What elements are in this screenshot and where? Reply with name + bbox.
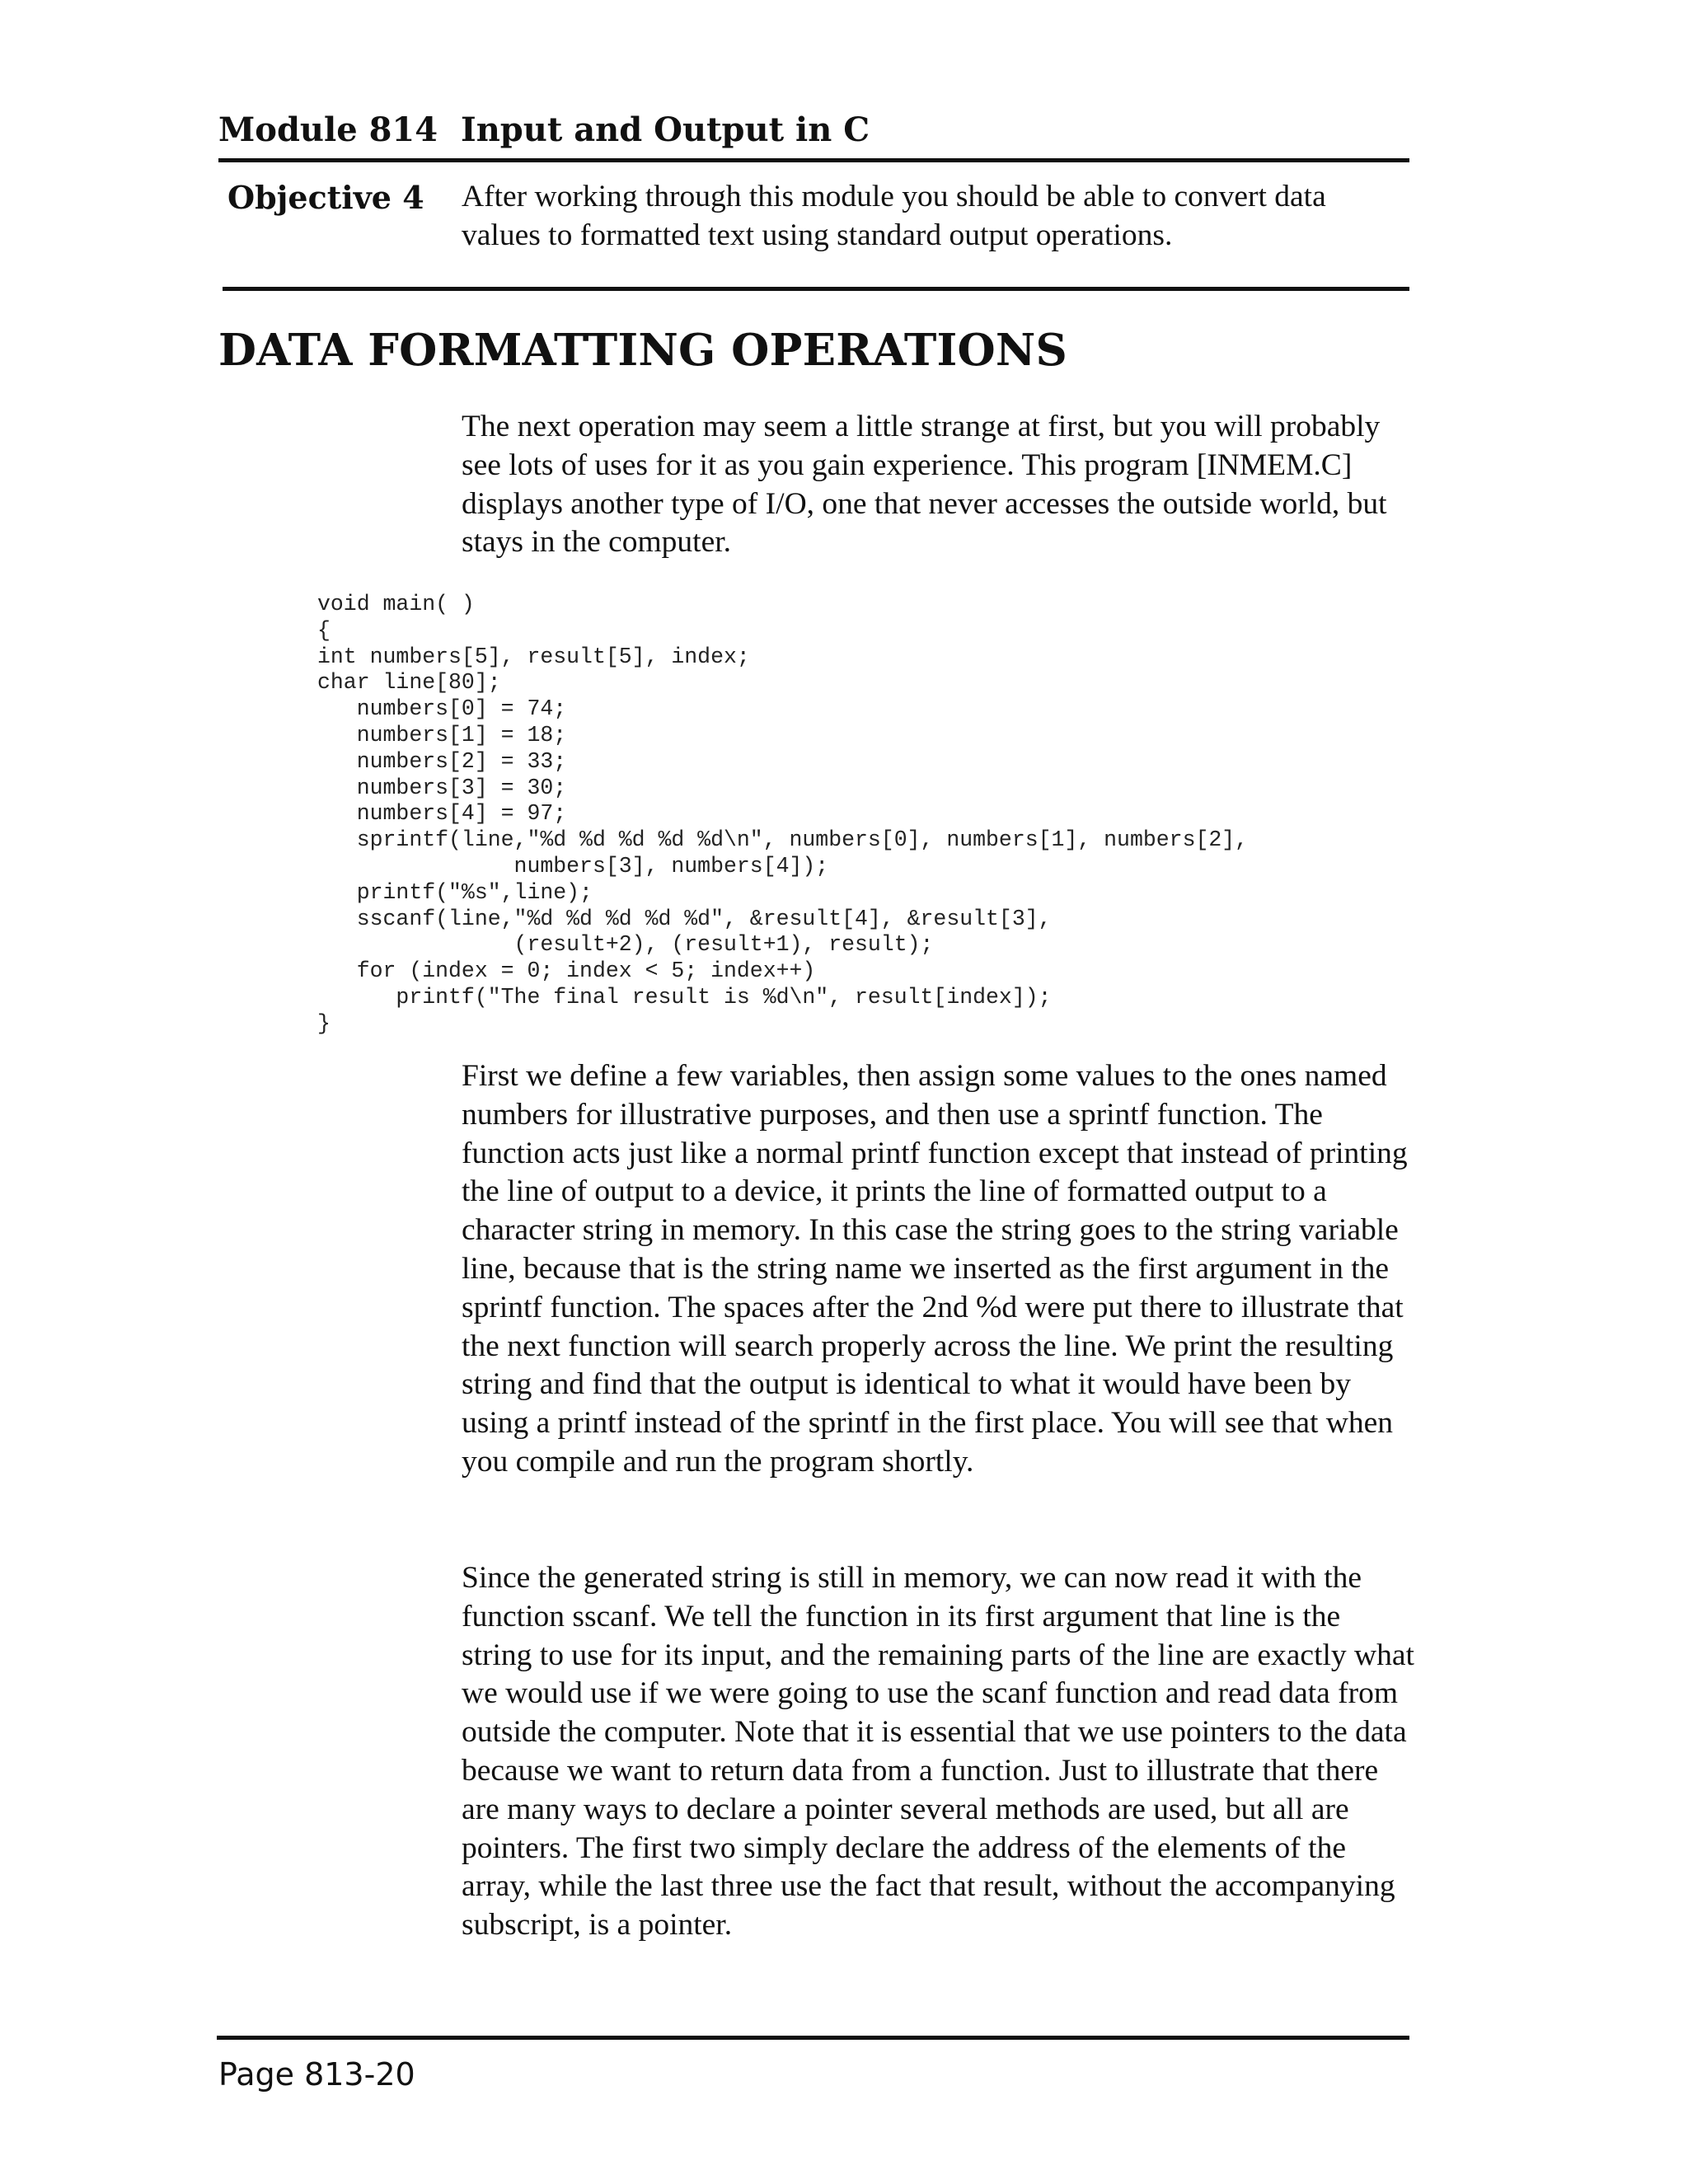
sprintf-paragraph: First we define a few variables, then assign some values to the ones named numbers for illustrative purposes, and then use a sprintf function. The function acts just like a normal printf function except that instead of printing the line of output to a device, it prints the line of formatted output to a character string in memory. In this case the string goes to the string variable line, because that is the string name we inserted as the first argument in the sprintf function. The spaces after the 2nd %d were put there to illustrate that the next function will search properly across the line. We print the resulting string and find that the output is identical to what it would have been by using a printf instead of the sprintf in the first place. You will see that when you compile and run the program shortly.: [462, 1059, 1408, 1479]
module-title: Input and Output in C: [461, 110, 870, 149]
header-rule: [218, 158, 1409, 162]
page-number: Page 813-20: [218, 2056, 415, 2093]
objective-rule: [223, 287, 1409, 291]
section-heading: DATA FORMATTING OPERATIONS: [218, 325, 1067, 376]
code-listing: void main( ) { int numbers[5], result[5], index; char line[80]; numbers[0] = 74; numbers[1] = 18; numbers[2] = 33; numbers[3] = 30; numbers[4] = 97; sprintf(line,"%d %d %d %d %d\n", numbers[0], numbers[1], numbers[2], numbers[3], numbers[4]); printf("%s",line); sscanf(line,"%d %d %d %d %d", &result[4], &result[3], (result+2), (result+1), result); for (index = 0; index < 5; index++) printf("The final result is %d\n", result[index]); }: [317, 592, 1249, 1036]
module-number: Module 814: [218, 110, 438, 149]
sscanf-paragraph: Since the generated string is still in memory, we can now read it with the function sscanf. We tell the function in its first argument that line is the string to use for its input, and the remaining parts of the line are exactly what we would use if we were going to use the scanf function and read data from outside the computer. Note that it is essential that we use pointers to the data because we want to return data from a function. Just to illustrate that there are many ways to declare a pointer several methods are used, but all are pointers. The first two simply declare the address of the elements of the array, while the last three use the fact that result, without the accompanying subscript, is a pointer.: [462, 1561, 1414, 1943]
footer-rule: [217, 2036, 1409, 2040]
intro-paragraph: The next operation may seem a little strange at first, but you will probably see lots of uses for it as you gain experience. This program [INMEM.C] displays another type of I/O, one that never accesses the outside world, but stays in the computer.: [462, 410, 1387, 560]
objective-label: Objective 4: [227, 179, 424, 216]
objective-text: After working through this module you should be able to convert data values to formatted text using standard output operations.: [462, 180, 1326, 252]
